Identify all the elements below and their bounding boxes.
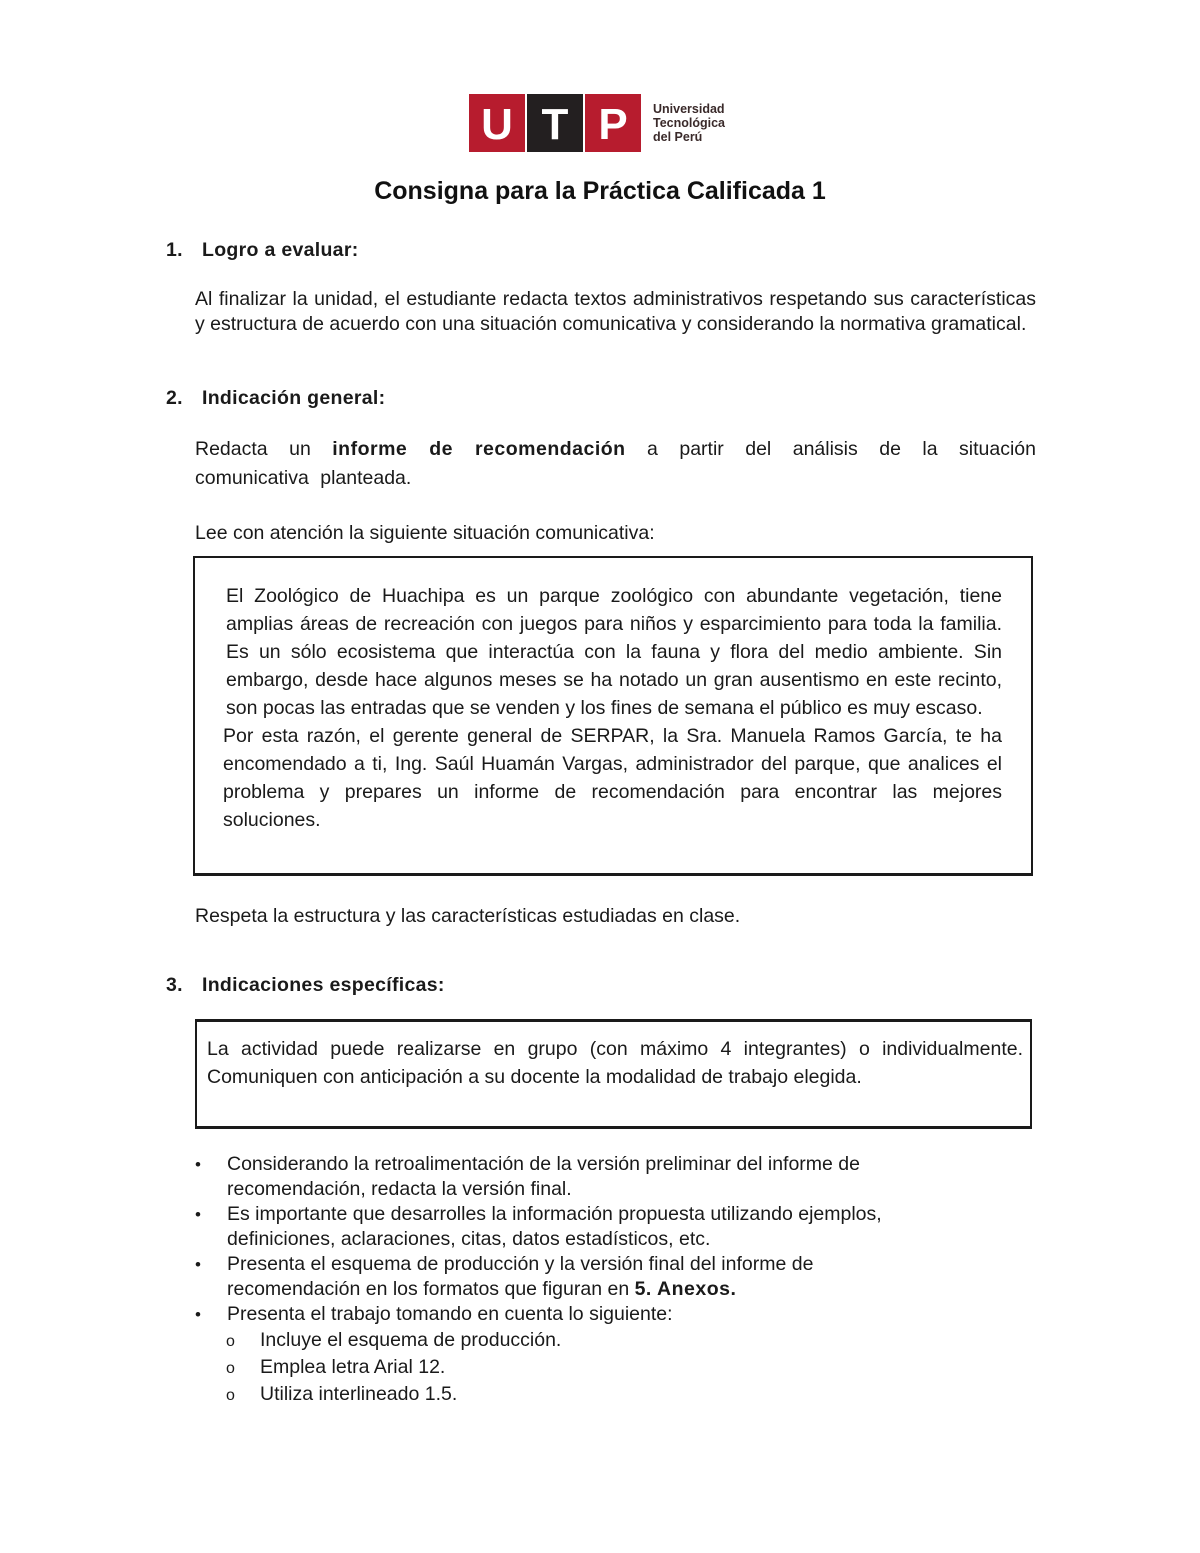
instruction-bold: informe de recomendación [332, 438, 626, 460]
sub-list-item [188, 1354, 988, 1381]
section3-title: Indicaciones específicas: [202, 974, 445, 996]
sub-item-text-2: Emplea letra Arial 12. [260, 1356, 446, 1378]
section1-body: Al finalizar la unidad, el estudiante redacta textos administrativos respetando sus características y estructura de acuerdo con una situación comunicativa y considerando la normativa gramatical. [195, 288, 1036, 335]
section2-heading [166, 387, 385, 410]
bullet-icon: • [195, 1305, 201, 1324]
bullet3-prefix: Presenta el esquema de producción y la versión final del informe de recomendación en los formatos que figuran en [227, 1253, 814, 1300]
sub-bullet-icon: o [226, 1360, 235, 1377]
instruction-suffix: a partir del análisis de la situación comunicativa planteada. [195, 438, 1036, 489]
section3-heading [166, 974, 445, 997]
bullet-icon: • [195, 1255, 201, 1274]
logo-letter-u: U [481, 100, 513, 149]
section2-title: Indicación general: [202, 387, 386, 409]
section2-number: 2. [166, 387, 183, 409]
logo-letter-t: T [541, 100, 569, 149]
utp-logo-mark [469, 94, 641, 152]
bullet-text-1: Considerando la retroalimentación de la versión preliminar del informe de recomendación, redacta la versión final. [227, 1153, 860, 1200]
logo-letter-p: P [598, 100, 628, 149]
list-item [188, 1152, 988, 1202]
document-title: Consigna para la Práctica Calificada 1 [374, 177, 826, 205]
sub-list-item [188, 1381, 988, 1408]
case-paragraph-2: Por esta razón, el gerente general de SERPAR, la Sra. Manuela Ramos García, te ha encomendado a ti, Ing. Saúl Huamán Vargas, administrador del parque, que analices el problema y prepares un informe de recomendación para encontrar las mejores soluciones. [223, 725, 1002, 831]
bullet-icon: • [195, 1155, 201, 1174]
instruction-prefix: Redacta un [195, 438, 333, 460]
utp-logo [469, 94, 725, 152]
sub-bullet-icon: o [226, 1387, 235, 1404]
sub-list-item [188, 1327, 988, 1354]
section3-number: 3. [166, 974, 183, 996]
sub-item-text-3: Utiliza interlineado 1.5. [260, 1383, 458, 1405]
university-name-line1: Universidad [653, 102, 725, 116]
university-name-line3: del Perú [653, 130, 703, 144]
bullet-text-2: Es importante que desarrolles la información propuesta utilizando ejemplos, definiciones, aclaraciones, citas, datos estadísticos, etc. [227, 1203, 882, 1250]
list-item [188, 1252, 988, 1302]
university-name [653, 102, 725, 144]
list-item [188, 1302, 988, 1327]
section1-heading [166, 239, 359, 262]
read-prompt: Lee con atención la siguiente situación comunicativa: [195, 522, 655, 544]
specific-instructions-list [188, 1152, 988, 1408]
sub-bullet-icon: o [226, 1333, 235, 1350]
bullet-icon: • [195, 1205, 201, 1224]
sub-item-text-1: Incluye el esquema de producción. [260, 1329, 562, 1351]
section2-closing: Respeta la estructura y las características estudiadas en clase. [195, 905, 741, 927]
case-box [193, 556, 1033, 876]
section1-number: 1. [166, 239, 183, 261]
section1-title: Logro a evaluar: [202, 239, 359, 261]
group-info-text: La actividad puede realizarse en grupo (con máximo 4 integrantes) o individualmente. Comuniquen con anticipación a su docente la modalidad de trabajo elegida. [207, 1038, 1023, 1088]
case-paragraph-1: El Zoológico de Huachipa es un parque zoológico con abundante vegetación, tiene amplias áreas de recreación con juegos para niños y esparcimiento para toda la familia. Es un sólo ecosistema que interactúa con la fauna y flora del medio ambiente. Sin embargo, desde hace algunos meses se ha notado un gran ausentismo en este recinto, son pocas las entradas que se venden y los fines de semana el público es muy escaso. [226, 585, 1002, 719]
bullet-text-4: Presenta el trabajo tomando en cuenta lo siguiente: [227, 1303, 673, 1325]
case-text [223, 582, 1002, 834]
annex-reference: 5. Anexos. [634, 1278, 737, 1300]
group-info-box [195, 1019, 1032, 1129]
university-name-line2: Tecnológica [653, 116, 726, 130]
section2-instruction [195, 435, 1036, 493]
list-item [188, 1202, 988, 1252]
bullet-text-3 [227, 1252, 907, 1302]
